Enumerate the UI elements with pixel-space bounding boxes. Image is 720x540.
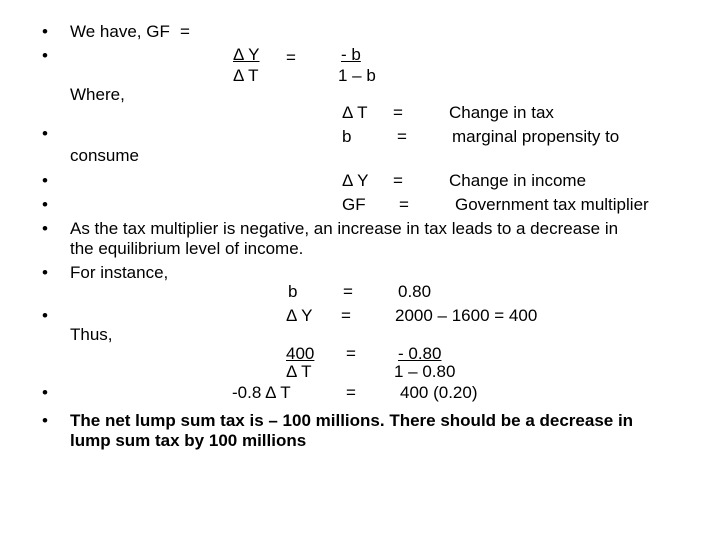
- formula1-denominator: Δ T: [233, 66, 259, 85]
- example-value: 0.80: [398, 282, 432, 301]
- example-value: 2000 – 1600 = 400: [395, 306, 538, 325]
- example-equals: =: [341, 306, 351, 325]
- formula2-rhs-numerator: - 0.80: [398, 344, 442, 363]
- formula1-numerator: Δ Y: [233, 45, 260, 64]
- for-instance-label: For instance,: [70, 263, 169, 282]
- solve-lhs: -0.8 Δ T: [232, 383, 291, 402]
- formula2-denominator: Δ T: [286, 362, 312, 381]
- definition-equals: =: [399, 195, 409, 214]
- definition-meaning: Government tax multiplier: [455, 195, 649, 214]
- solve-equals: =: [346, 383, 356, 402]
- bullet: •: [42, 219, 48, 238]
- definition-equals: =: [397, 127, 407, 146]
- intro-label: We have, GF: [70, 22, 170, 41]
- definition-equals: =: [393, 171, 403, 190]
- formula2-rhs-denominator: 1 – 0.80: [394, 362, 456, 381]
- formula2-equals: =: [346, 344, 356, 363]
- bullet: •: [42, 124, 48, 143]
- definition-equals: =: [393, 103, 403, 122]
- formula1-equals: =: [286, 48, 296, 67]
- statement-line: As the tax multiplier is negative, an increase in tax leads to a decrease in: [70, 219, 619, 238]
- definition-symbol: b: [342, 127, 352, 146]
- definition-symbol: GF: [342, 195, 366, 214]
- solve-rhs: 400 (0.20): [400, 383, 478, 402]
- bullet: •: [42, 171, 48, 190]
- formula2-numerator: 400: [286, 344, 315, 363]
- bullet: •: [42, 263, 48, 282]
- thus-label: Thus,: [70, 325, 113, 344]
- bullet: •: [42, 411, 48, 430]
- example-symbol: b: [288, 282, 298, 301]
- equals-sign: =: [180, 22, 190, 41]
- example-symbol: Δ Y: [286, 306, 313, 325]
- formula1-rhs-numerator: - b: [341, 45, 361, 64]
- bullet: •: [42, 306, 48, 325]
- definition-symbol: Δ T: [342, 103, 368, 122]
- consume-label: consume: [70, 146, 139, 165]
- bullet: •: [42, 195, 48, 214]
- conclusion-line: The net lump sum tax is – 100 millions. There should be a decrease in: [70, 411, 634, 430]
- example-equals: =: [343, 282, 353, 301]
- conclusion-line: lump sum tax by 100 millions: [70, 431, 307, 450]
- where-label: Where,: [70, 85, 125, 104]
- bullet: •: [42, 46, 48, 65]
- definition-meaning: Change in income: [449, 171, 587, 190]
- formula1-rhs-denominator: 1 – b: [338, 66, 376, 85]
- definition-symbol: Δ Y: [342, 171, 369, 190]
- bullet: •: [42, 22, 48, 41]
- definition-meaning: Change in tax: [449, 103, 554, 122]
- bullet: •: [42, 383, 48, 402]
- statement-line: the equilibrium level of income.: [70, 239, 304, 258]
- definition-meaning: marginal propensity to: [452, 127, 620, 146]
